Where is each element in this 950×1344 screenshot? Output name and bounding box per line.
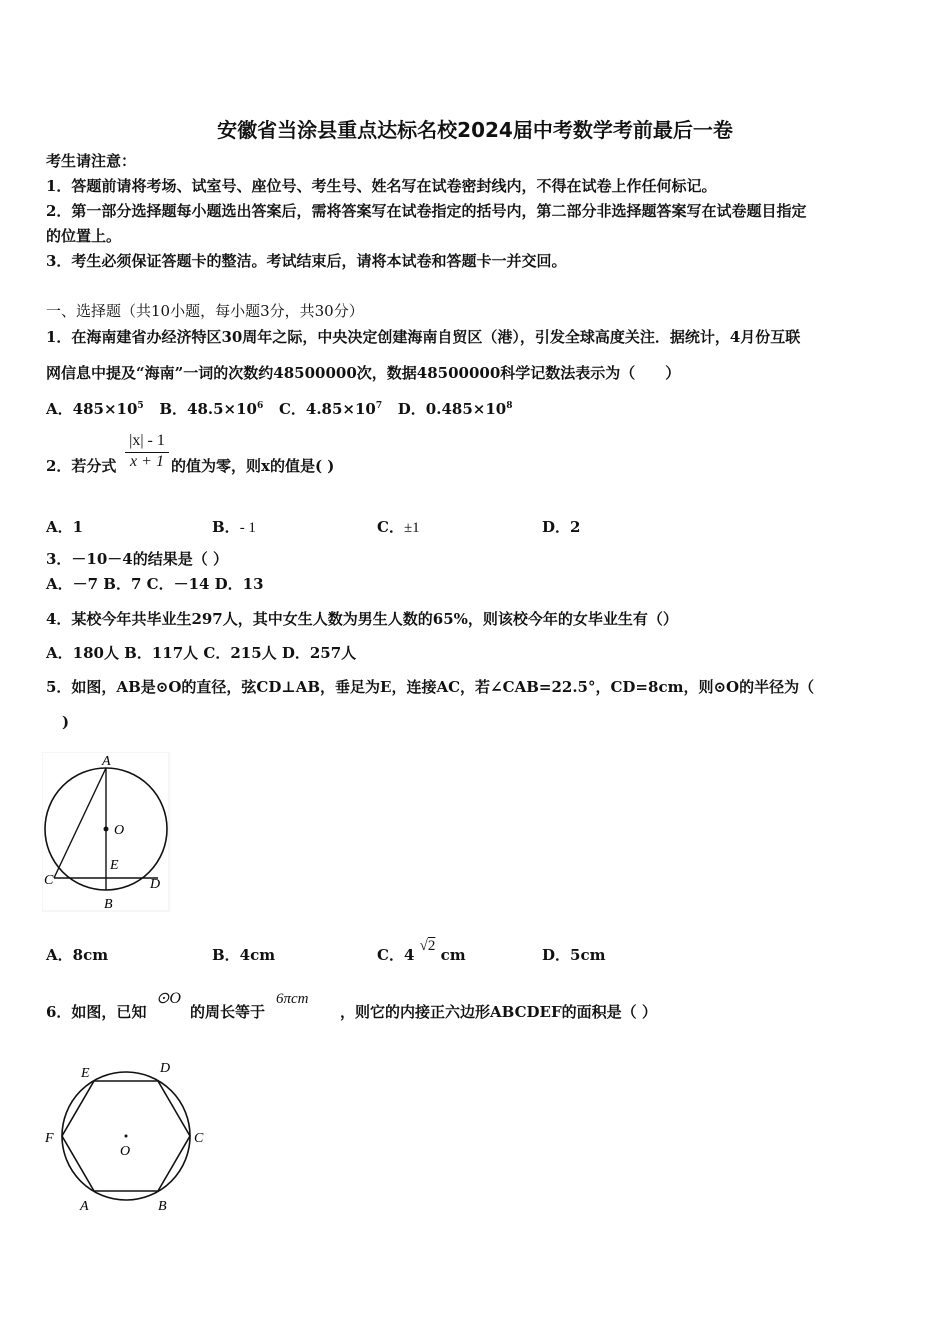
- q5-line1: 5．如图，AB是⊙O的直径，弦CD⊥AB，垂足为E，连接AC，若∠CAB=22.5°，CD=8cm，则⊙O的半径为（: [46, 678, 815, 696]
- notice-item: 的位置上。: [46, 227, 122, 245]
- label-o: O: [114, 823, 125, 838]
- q1-option-a: A．485×10: [46, 400, 138, 418]
- circle-figure: [42, 752, 170, 912]
- label-c: C: [194, 1131, 204, 1146]
- notice-item: 2．第一部分选择题每小题选出答案后，需将答案写在试卷指定的括号内，第二部分非选择题答案写在试卷题目指定: [46, 202, 807, 220]
- q2-option-d: D．2: [542, 518, 581, 536]
- q2-option-b: B．- 1: [212, 518, 256, 536]
- q6-suffix: ，则它的内接正六边形ABCDEF的面积是（ ）: [340, 1003, 657, 1021]
- denominator: x + 1: [130, 453, 164, 470]
- notice-item: 3．考生必须保证答题卡的整洁。考试结束后，请将本试卷和答题卡一并交回。: [46, 252, 567, 270]
- label-e: E: [110, 858, 119, 873]
- label-d: D: [150, 877, 161, 892]
- section-heading: 一、选择题（共10小题，每小题3分，共30分）: [46, 302, 364, 320]
- q5-line2: ): [62, 713, 70, 731]
- label-f: F: [45, 1131, 54, 1146]
- q4-text: 4．某校今年共毕业生297人，其中女生人数为男生人数的65%，则该校今年的女毕业生有（）: [46, 610, 678, 628]
- q2-option-a: A．1: [46, 518, 84, 536]
- label-a: A: [102, 754, 111, 769]
- notice-item: 1．答题前请将考场、试室号、座位号、考生号、姓名写在试卷密封线内，不得在试卷上作任何标记。: [46, 177, 717, 195]
- page-title: 安徽省当涂县重点达标名校2024届中考数学考前最后一卷: [217, 118, 733, 142]
- label-o: O: [120, 1144, 131, 1159]
- q1-options: A．$485\times 10^5$ B．$48.5\times 10^6$ C．$4.85\times 10^7$ D．$0.485\times 10^8$: [46, 400, 513, 418]
- label-a: A: [80, 1199, 89, 1214]
- label-b: B: [158, 1199, 167, 1214]
- q1-line1: 1．在海南建省办经济特区30周年之际，中央决定创建海南自贸区（港），引发全球高度关注．据统计，4月份互联: [46, 328, 801, 346]
- q4-options: A．180人 B．117人 C．215人 D．257人: [46, 644, 357, 662]
- q2-fraction: [125, 432, 169, 471]
- label-e: E: [81, 1066, 90, 1081]
- q2-option-c: C．±1: [377, 518, 420, 536]
- q2-suffix: 的值为零，则x的值是( ): [171, 457, 335, 475]
- label-d: D: [160, 1061, 171, 1076]
- q1-option-b: B．48.5×10: [159, 400, 257, 418]
- q1-option-d: D．0.485×10: [397, 400, 507, 418]
- q5-option-a: A．8cm: [46, 946, 109, 964]
- q1-line2: 网信息中提及“海南”一词的次数约48500000次，数据48500000科学记数法表示为（ ）: [46, 364, 681, 382]
- q3-options: A．－7 B．7 C．－14 D．13: [46, 575, 264, 593]
- q1-option-c: C．4.85×10: [278, 400, 376, 418]
- q5-option-b: B．4cm: [212, 946, 276, 964]
- q2-prefix: 2．若分式: [46, 457, 117, 475]
- q6-mid: 的周长等于: [190, 1003, 266, 1021]
- q6-length: 6πcm: [276, 991, 309, 1007]
- q6-prefix: 6．如图，已知: [46, 1003, 147, 1021]
- q5-option-d: D．5cm: [542, 946, 606, 964]
- label-b: B: [104, 897, 113, 912]
- hexagon-figure: [40, 1052, 215, 1217]
- numerator: |x| - 1: [125, 432, 169, 453]
- notice-heading: 考生请注意：: [46, 152, 137, 170]
- q6-circle: ⊙O: [156, 990, 181, 1007]
- q5-option-c: C．4 √2 cm: [377, 938, 466, 964]
- q3-text: 3．－10－4的结果是（ ）: [46, 550, 228, 568]
- label-c: C: [44, 873, 54, 888]
